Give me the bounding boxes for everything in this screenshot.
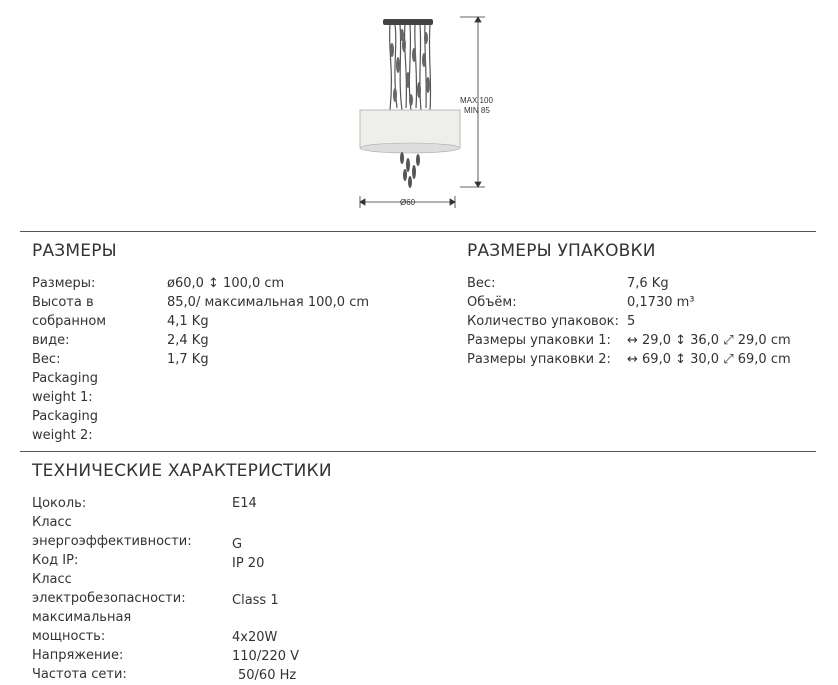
tech-value-socket: E14	[232, 496, 257, 511]
tech-label: Код IP:	[32, 553, 79, 568]
pack-value: 7,6 Kg	[627, 276, 669, 291]
dim-label: Packaging	[32, 371, 98, 386]
width-label: Ø60	[400, 198, 416, 207]
tech-label: Цоколь:	[32, 496, 87, 511]
tech-label: Класс	[32, 515, 72, 530]
tech-label: Напряжение:	[32, 648, 124, 663]
divider-middle	[20, 451, 816, 452]
dim-label: weight 1:	[32, 390, 93, 405]
pack-value: 0,1730 m³	[627, 295, 695, 310]
tech-value-ip: IP 20	[232, 556, 265, 571]
tech-label: Частота сети:	[32, 667, 127, 682]
dim-value: 85,0/ максимальная 100,0 cm	[167, 295, 370, 310]
tech-label: Класс	[32, 572, 72, 587]
tech-value-energy-class: G	[232, 537, 243, 552]
tech-value-frequency: 50/60 Hz	[238, 668, 297, 683]
pack-label: Объём:	[467, 295, 517, 310]
tech-value-safety-class: Class 1	[232, 593, 279, 608]
dim-label: собранном	[32, 314, 107, 329]
dim-value: 4,1 Kg	[167, 314, 209, 329]
dimensions-labels	[32, 274, 152, 445]
pack-value: 5	[627, 314, 636, 329]
divider-top	[20, 231, 816, 232]
tech-value-power: 4x20W	[232, 630, 278, 645]
pack-value: ↔ 69,0 ↕ 30,0 ⤢ 69,0 cm	[627, 352, 791, 367]
dimensions-title: РАЗМЕРЫ	[32, 241, 117, 261]
dim-label: weight 2:	[32, 428, 93, 443]
dim-value: ø60,0 ↕ 100,0 cm	[167, 276, 285, 291]
pack-value: ↔ 29,0 ↕ 36,0 ⤢ 29,0 cm	[627, 333, 791, 348]
dimensions-values	[167, 274, 369, 369]
pack-label: Количество упаковок:	[467, 314, 619, 329]
technical-title: ТЕХНИЧЕСКИЕ ХАРАКТЕРИСТИКИ	[32, 461, 332, 481]
tech-value-voltage: 110/220 V	[232, 649, 300, 664]
dim-label: виде:	[32, 333, 70, 348]
dim-label: Вес:	[32, 352, 61, 367]
packaging-labels	[467, 274, 619, 369]
crystal-strands-lower	[400, 152, 420, 188]
tech-label: мощность:	[32, 629, 106, 644]
dim-value: 1,7 Kg	[167, 352, 209, 367]
tech-label: энергоэффективности:	[32, 534, 192, 549]
technical-labels	[32, 494, 192, 684]
tech-label: максимальная	[32, 610, 132, 625]
pack-label: Размеры упаковки 1:	[467, 333, 611, 348]
pack-label: Вес:	[467, 276, 496, 291]
pack-label: Размеры упаковки 2:	[467, 352, 611, 367]
dim-label: Packaging	[32, 409, 98, 424]
ceiling-canopy	[383, 19, 433, 25]
tech-label: электробезопасности:	[32, 591, 186, 606]
dim-label: Размеры:	[32, 276, 96, 291]
packaging-title: РАЗМЕРЫ УПАКОВКИ	[467, 241, 656, 261]
dim-label: Высота в	[32, 295, 94, 310]
drum-shade	[360, 110, 460, 148]
dim-value: 2,4 Kg	[167, 333, 209, 348]
height-label-min: MIN 85	[464, 106, 490, 115]
height-label-max: MAX 100	[460, 96, 493, 105]
packaging-values	[627, 274, 791, 369]
